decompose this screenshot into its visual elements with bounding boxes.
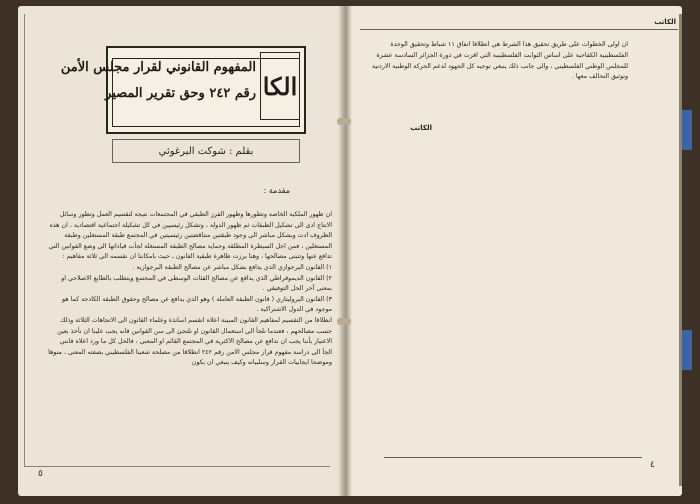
article-title-box xyxy=(60,46,306,134)
page-number-left: ٥ xyxy=(38,469,43,479)
magazine-logo xyxy=(260,52,300,120)
author-byline: بقلم : شوكت البرغوثي xyxy=(112,139,300,163)
body-paragraph: ١) القانون البرجوازي الذي يدافع بشكل مباشر عن مصالح الطبقة البرجوازية . xyxy=(132,263,332,271)
article-title-line-1: المفهوم القانوني لقرار مجلس الأمن xyxy=(60,60,256,75)
right-page-edge-rule xyxy=(679,14,682,486)
body-paragraph: ٢) القانون الديموقراطي الذي يدافع عن مصالح الفئات الوسطى في المجتمع ويتطلب بالطابع الاصلاحي او بمعنى آخر الحل التوفيقي . xyxy=(61,274,332,293)
article-body-right xyxy=(366,40,628,83)
author-signature: الكاتب xyxy=(410,124,432,132)
binding-staple xyxy=(337,118,351,125)
page-number-right: ٤ xyxy=(650,460,655,470)
left-page-bottom-rule xyxy=(24,466,330,467)
running-head-rule xyxy=(360,29,678,30)
article-body-left xyxy=(48,210,332,369)
body-paragraph: انطلاقا من التقسيم لمفاهيم القانون المبينة اعلاه انقسم اساتذة وعلماء القانون الى الاتجاهات الثلاثة وذلك حسب مصالحهم ، فعندما نلجأ الى استعمال القانون او نلتجئ الى سن القوانين فانه يجب علينا ان نأخذ بعين الاعتبار بأننا يجب ان ندافع عن مصالح الاكثرية في المجتمع القائم او المعنى ، فالحل كل ما ورد اعلاه فانني الجأ الى دراسة مفهوم قرار مجلس الامن رقم ٢٤٢ انطلاقا من مصلحة شعبنا الفلسطيني بصفته المعنى ، منوها وموضحا ايجابيات القرار وسلبياته وكيف ينبغي ان يكون xyxy=(48,316,332,367)
binding-staple xyxy=(337,318,351,325)
right-page xyxy=(344,6,682,496)
left-page xyxy=(18,6,344,496)
body-paragraph: ان ظهور الملكية الخاصة وتطورها وظهور الفرز الطبقي في المجتمعات نتيجة لتقسيم العمل وتطور وسائل الانتاج ادى الى تشكيل الطبقات ثم ظهور الدولة ، وتشكل رئيسيين في كل تشكيلة اجتماعية اقتصادية ، ان هذه الظروف ادت وبشكل مباشر الى وجود طبقتين متناقضتين رئيسيتين في المجتمع طبقة المستغلين وطبقة المستغلين ، فمن اجل السيطرة المطلقة وحماية مصالح الطبقة المستغلة لجأت قياداتها الى وضع القوانين التي تدافع عنها وتتبنى مصالحها ، وهنا برزت ظاهرة طبقية القانون ـ حيث بامكاننا ان نقسمه الى ثلاثة مفاهيم : xyxy=(48,211,332,261)
body-paragraph: ان اولى الخطوات على طريق تحقيق هذا الشرط هي انطلاقا اتفاق ١١ شباط وتحقيق الوحدة الفلسطينية الكفاحية على اساس الثوابت الفلسطينية التي اقرت في دورة الجزائر السادسة عشرة للمجلس الوطني الفلسطيني ، والى جانب ذلك ينبغي توجيه كل الجهود لدعم الحركة الوطنية الاردنية وتوثيق التحالف معها . xyxy=(371,41,628,81)
body-paragraph: ٣) القانون البروليتاري ( قانون الطبقة العاملة ) وهو الذي يدافع عن مصالح وحقوق الطبقة الكادحة كما هو موجود في الدول الاشتراكية . xyxy=(62,295,332,314)
left-page-frame-rule xyxy=(24,14,25,466)
magazine-logo-text: الكا xyxy=(262,71,298,101)
book-gutter xyxy=(338,6,352,496)
article-title-line-2: رقم ٢٤٢ وحق تقرير المصير xyxy=(105,86,256,101)
page-tab-marker xyxy=(682,330,692,370)
intro-heading: مقدمة : xyxy=(263,186,290,195)
footer-rule xyxy=(384,457,642,458)
page-tab-marker xyxy=(682,110,692,150)
running-head: الكاتب xyxy=(654,18,676,26)
